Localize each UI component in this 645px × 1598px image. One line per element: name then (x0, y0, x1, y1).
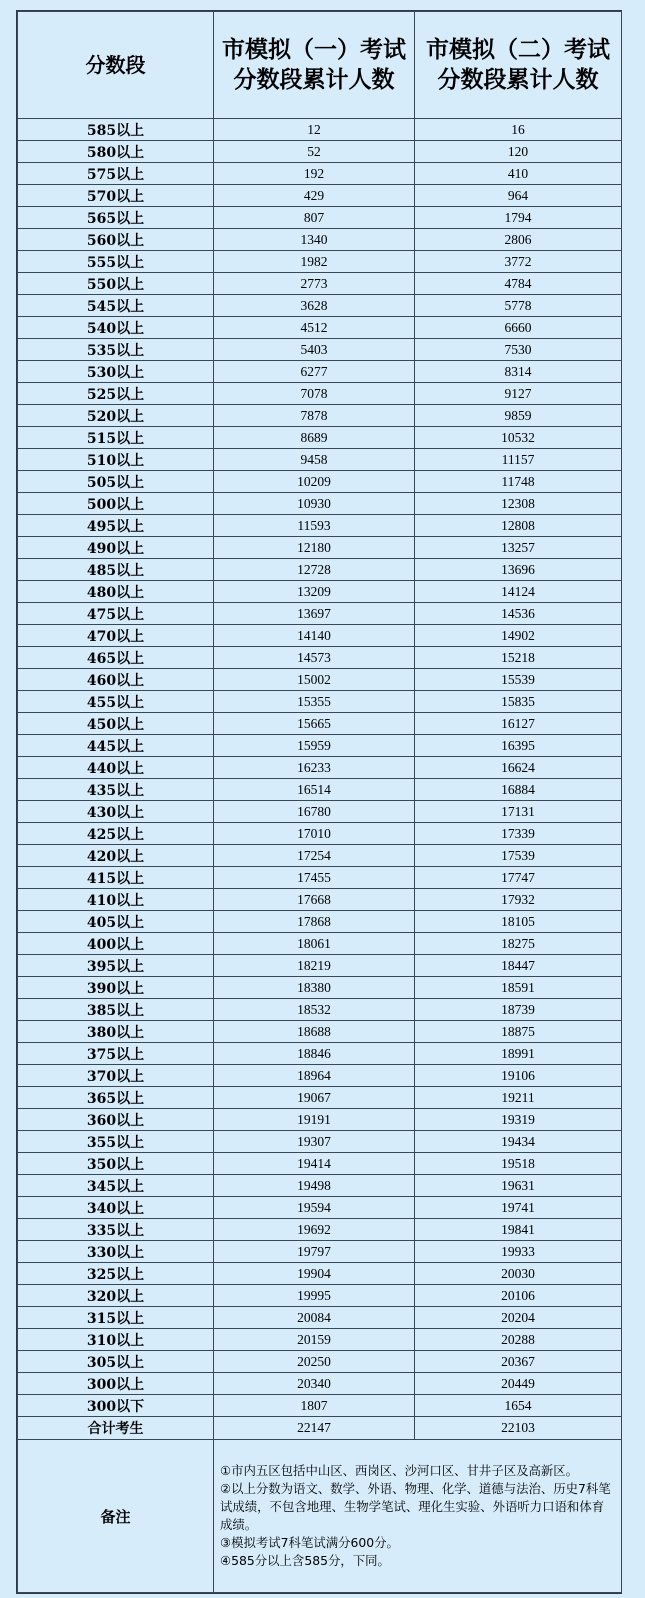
table-row (18, 1219, 622, 1241)
mock2-count-cell: 20106 (415, 1285, 622, 1307)
table-row (18, 845, 622, 867)
mock2-count-cell: 10532 (415, 427, 622, 449)
score-cell: 585以上 (18, 119, 214, 141)
mock2-count-cell: 16 (415, 119, 622, 141)
mock1-count-cell: 14140 (214, 625, 415, 647)
score-cell: 550以上 (18, 273, 214, 295)
table-row (18, 1307, 622, 1329)
table-row (18, 1373, 622, 1395)
mock2-count-cell: 15835 (415, 691, 622, 713)
score-cell: 485以上 (18, 559, 214, 581)
score-cell: 365以上 (18, 1087, 214, 1109)
table-row (18, 493, 622, 515)
score-cell: 490以上 (18, 537, 214, 559)
mock1-count-cell: 19692 (214, 1219, 415, 1241)
mock2-count-cell: 6660 (415, 317, 622, 339)
score-cell: 320以上 (18, 1285, 214, 1307)
table-row (18, 1329, 622, 1351)
score-cell: 560以上 (18, 229, 214, 251)
table-row (18, 713, 622, 735)
mock1-count-cell: 16780 (214, 801, 415, 823)
mock1-count-cell: 19307 (214, 1131, 415, 1153)
table-row (18, 1153, 622, 1175)
score-cell: 390以上 (18, 977, 214, 999)
table-row (18, 1043, 622, 1065)
mock1-count-cell: 16233 (214, 757, 415, 779)
score-cell: 400以上 (18, 933, 214, 955)
mock1-count-cell: 19067 (214, 1087, 415, 1109)
score-cell: 360以上 (18, 1109, 214, 1131)
mock2-count-cell: 15218 (415, 647, 622, 669)
score-cell: 355以上 (18, 1131, 214, 1153)
mock1-count-cell: 192 (214, 163, 415, 185)
mock2-count-cell: 20367 (415, 1351, 622, 1373)
mock1-count-cell: 17868 (214, 911, 415, 933)
table-row (18, 163, 622, 185)
score-cell: 565以上 (18, 207, 214, 229)
table-row (18, 977, 622, 999)
score-cell: 420以上 (18, 845, 214, 867)
table-row (18, 449, 622, 471)
table-row (18, 515, 622, 537)
score-cell: 335以上 (18, 1219, 214, 1241)
mock1-count-cell: 15355 (214, 691, 415, 713)
score-cell: 330以上 (18, 1241, 214, 1263)
mock1-count-cell: 1982 (214, 251, 415, 273)
score-cell: 535以上 (18, 339, 214, 361)
mock2-count-cell: 8314 (415, 361, 622, 383)
table-row (18, 1131, 622, 1153)
score-cell: 415以上 (18, 867, 214, 889)
table-row (18, 669, 622, 691)
mock1-count-cell: 19498 (214, 1175, 415, 1197)
mock2-count-cell: 19841 (415, 1219, 622, 1241)
score-cell: 380以上 (18, 1021, 214, 1043)
score-cell: 410以上 (18, 889, 214, 911)
mock1-count-cell: 429 (214, 185, 415, 207)
mock1-count-cell: 18964 (214, 1065, 415, 1087)
mock2-count-cell: 18875 (415, 1021, 622, 1043)
mock1-count-cell: 6277 (214, 361, 415, 383)
mock1-count-cell: 18846 (214, 1043, 415, 1065)
mock1-count-cell: 17254 (214, 845, 415, 867)
mock1-count-cell: 15959 (214, 735, 415, 757)
mock1-count-cell: 20340 (214, 1373, 415, 1395)
score-cell: 555以上 (18, 251, 214, 273)
score-cell: 570以上 (18, 185, 214, 207)
table-row (18, 119, 622, 141)
score-cell: 445以上 (18, 735, 214, 757)
mock1-count-cell: 17455 (214, 867, 415, 889)
mock1-count-cell: 1807 (214, 1395, 415, 1417)
mock2-count-cell: 13257 (415, 537, 622, 559)
table-row (18, 1109, 622, 1131)
mock2-count-cell: 17131 (415, 801, 622, 823)
note-line-2: ②以上分数为语文、数学、外语、物理、化学、道德与法治、历史7科笔试成绩，不包含地理、生物学笔试、理化生实验、外语听力口语和体育成绩。 (220, 1481, 611, 1532)
table-row (18, 1065, 622, 1087)
table-row (18, 1351, 622, 1373)
mock1-count-cell: 10930 (214, 493, 415, 515)
score-cell: 495以上 (18, 515, 214, 537)
notes-label: 备注 (18, 1440, 214, 1593)
mock1-count-cell: 4512 (214, 317, 415, 339)
score-cell: 525以上 (18, 383, 214, 405)
table-body (18, 119, 622, 1593)
score-cell: 505以上 (18, 471, 214, 493)
score-cell: 300以上 (18, 1373, 214, 1395)
mock1-count-cell: 52 (214, 141, 415, 163)
score-cell: 425以上 (18, 823, 214, 845)
mock2-count-cell: 14124 (415, 581, 622, 603)
mock2-count-cell: 9859 (415, 405, 622, 427)
mock2-count-cell: 20288 (415, 1329, 622, 1351)
mock1-count-cell: 14573 (214, 647, 415, 669)
table-row (18, 537, 622, 559)
score-cell: 375以上 (18, 1043, 214, 1065)
mock1-count-cell: 2773 (214, 273, 415, 295)
table-row (18, 735, 622, 757)
mock2-count-cell: 20449 (415, 1373, 622, 1395)
table-row (18, 1395, 622, 1417)
table-row (18, 229, 622, 251)
table-row (18, 207, 622, 229)
score-cell: 580以上 (18, 141, 214, 163)
mock2-count-cell: 4784 (415, 273, 622, 295)
mock2-count-cell: 17932 (415, 889, 622, 911)
mock1-count-cell: 3628 (214, 295, 415, 317)
table-row (18, 405, 622, 427)
mock1-count-cell: 18380 (214, 977, 415, 999)
mock2-count-cell: 17747 (415, 867, 622, 889)
table-row (18, 427, 622, 449)
mock2-count-cell: 15539 (415, 669, 622, 691)
mock1-count-cell: 18061 (214, 933, 415, 955)
note-line-1: ①市内五区包括中山区、西岗区、沙河口区、甘井子区及高新区。 (220, 1463, 579, 1478)
mock2-count-cell: 19319 (415, 1109, 622, 1131)
mock2-count-cell: 12808 (415, 515, 622, 537)
mock2-count-cell: 1654 (415, 1395, 622, 1417)
table-row (18, 691, 622, 713)
table-row (18, 383, 622, 405)
score-cell: 510以上 (18, 449, 214, 471)
mock2-count-cell: 16395 (415, 735, 622, 757)
table-row (18, 559, 622, 581)
mock2-count-cell: 19106 (415, 1065, 622, 1087)
mock2-count-cell: 18447 (415, 955, 622, 977)
mock1-count-cell: 13209 (214, 581, 415, 603)
header-mock-exam-1: 市模拟（一）考试分数段累计人数 (214, 12, 415, 119)
mock2-count-cell: 18991 (415, 1043, 622, 1065)
table-row (18, 823, 622, 845)
mock2-count-cell: 18105 (415, 911, 622, 933)
mock2-count-cell: 17539 (415, 845, 622, 867)
mock2-count-cell: 14902 (415, 625, 622, 647)
table-row (18, 1087, 622, 1109)
score-cell: 545以上 (18, 295, 214, 317)
mock1-count-cell: 13697 (214, 603, 415, 625)
score-cell: 500以上 (18, 493, 214, 515)
mock2-count-cell: 9127 (415, 383, 622, 405)
table-row (18, 779, 622, 801)
score-cell: 520以上 (18, 405, 214, 427)
table-row (18, 251, 622, 273)
mock1-count-cell: 7878 (214, 405, 415, 427)
table-row (18, 317, 622, 339)
table-row (18, 1021, 622, 1043)
mock1-count-cell: 9458 (214, 449, 415, 471)
mock2-count-cell: 20030 (415, 1263, 622, 1285)
total-label: 合计考生 (18, 1417, 214, 1440)
table-row (18, 867, 622, 889)
mock2-count-cell: 5778 (415, 295, 622, 317)
table-row (18, 603, 622, 625)
score-cell: 315以上 (18, 1307, 214, 1329)
mock1-count-cell: 18219 (214, 955, 415, 977)
score-cell: 385以上 (18, 999, 214, 1021)
score-cell: 460以上 (18, 669, 214, 691)
total-row (18, 1417, 622, 1440)
mock2-count-cell: 16127 (415, 713, 622, 735)
mock2-count-cell: 120 (415, 141, 622, 163)
score-cell: 325以上 (18, 1263, 214, 1285)
mock1-count-cell: 12180 (214, 537, 415, 559)
mock1-count-cell: 19797 (214, 1241, 415, 1263)
mock1-count-cell: 20250 (214, 1351, 415, 1373)
mock2-count-cell: 3772 (415, 251, 622, 273)
mock2-count-cell: 410 (415, 163, 622, 185)
table-row (18, 647, 622, 669)
score-cell: 465以上 (18, 647, 214, 669)
mock2-count-cell: 16624 (415, 757, 622, 779)
mock2-count-cell: 1794 (415, 207, 622, 229)
mock2-count-cell: 14536 (415, 603, 622, 625)
table-row (18, 1285, 622, 1307)
mock2-count-cell: 2806 (415, 229, 622, 251)
mock1-count-cell: 12728 (214, 559, 415, 581)
mock2-count-cell: 13696 (415, 559, 622, 581)
mock1-count-cell: 15665 (214, 713, 415, 735)
notes-content (214, 1440, 622, 1593)
mock1-count-cell: 15002 (214, 669, 415, 691)
score-table-container (16, 10, 622, 1594)
table-row (18, 801, 622, 823)
mock2-count-cell: 19933 (415, 1241, 622, 1263)
mock1-count-cell: 11593 (214, 515, 415, 537)
score-cell: 540以上 (18, 317, 214, 339)
mock1-count-cell: 5403 (214, 339, 415, 361)
mock1-count-cell: 18688 (214, 1021, 415, 1043)
mock1-count-cell: 18532 (214, 999, 415, 1021)
score-cell: 515以上 (18, 427, 214, 449)
table-row (18, 295, 622, 317)
mock1-count-cell: 20084 (214, 1307, 415, 1329)
mock2-count-cell: 12308 (415, 493, 622, 515)
mock1-count-cell: 19995 (214, 1285, 415, 1307)
mock2-count-cell: 7530 (415, 339, 622, 361)
table-row (18, 1175, 622, 1197)
mock1-count-cell: 17668 (214, 889, 415, 911)
score-cell: 305以上 (18, 1351, 214, 1373)
score-cell: 370以上 (18, 1065, 214, 1087)
score-cell: 575以上 (18, 163, 214, 185)
table-row (18, 757, 622, 779)
mock1-count-cell: 10209 (214, 471, 415, 493)
mock2-count-cell: 17339 (415, 823, 622, 845)
mock2-count-cell: 19741 (415, 1197, 622, 1219)
table-row (18, 339, 622, 361)
score-cell: 435以上 (18, 779, 214, 801)
table-row (18, 273, 622, 295)
table-row (18, 581, 622, 603)
mock1-count-cell: 8689 (214, 427, 415, 449)
mock1-count-cell: 807 (214, 207, 415, 229)
mock2-count-cell: 18275 (415, 933, 622, 955)
mock2-count-cell: 18739 (415, 999, 622, 1021)
mock1-count-cell: 19594 (214, 1197, 415, 1219)
mock1-count-cell: 1340 (214, 229, 415, 251)
mock2-count-cell: 11748 (415, 471, 622, 493)
table-row (18, 999, 622, 1021)
table-row (18, 955, 622, 977)
table-row (18, 141, 622, 163)
score-cell: 480以上 (18, 581, 214, 603)
mock1-count-cell: 17010 (214, 823, 415, 845)
mock1-count-cell: 19191 (214, 1109, 415, 1131)
mock2-count-cell: 19518 (415, 1153, 622, 1175)
note-line-4: ④585分以上含585分，下同。 (220, 1553, 390, 1568)
mock1-count-cell: 19904 (214, 1263, 415, 1285)
mock2-count-cell: 20204 (415, 1307, 622, 1329)
score-cell: 395以上 (18, 955, 214, 977)
mock2-count-cell: 18591 (415, 977, 622, 999)
total-mock1: 22147 (214, 1417, 415, 1440)
table-row (18, 1241, 622, 1263)
table-row (18, 1263, 622, 1285)
score-cell: 300以下 (18, 1395, 214, 1417)
header-mock-exam-2: 市模拟（二）考试分数段累计人数 (415, 12, 622, 119)
total-mock2: 22103 (415, 1417, 622, 1440)
score-distribution-table (17, 11, 622, 1593)
mock1-count-cell: 7078 (214, 383, 415, 405)
mock2-count-cell: 16884 (415, 779, 622, 801)
table-row (18, 471, 622, 493)
score-cell: 475以上 (18, 603, 214, 625)
score-cell: 470以上 (18, 625, 214, 647)
mock2-count-cell: 964 (415, 185, 622, 207)
table-row (18, 185, 622, 207)
score-cell: 455以上 (18, 691, 214, 713)
mock2-count-cell: 19631 (415, 1175, 622, 1197)
score-cell: 340以上 (18, 1197, 214, 1219)
mock1-count-cell: 12 (214, 119, 415, 141)
table-header-row (18, 12, 622, 119)
score-cell: 440以上 (18, 757, 214, 779)
table-row (18, 933, 622, 955)
mock2-count-cell: 11157 (415, 449, 622, 471)
mock2-count-cell: 19211 (415, 1087, 622, 1109)
notes-row (18, 1440, 622, 1593)
mock1-count-cell: 16514 (214, 779, 415, 801)
mock1-count-cell: 20159 (214, 1329, 415, 1351)
mock1-count-cell: 19414 (214, 1153, 415, 1175)
score-cell: 345以上 (18, 1175, 214, 1197)
note-line-3: ③模拟考试7科笔试满分600分。 (220, 1535, 399, 1550)
score-cell: 405以上 (18, 911, 214, 933)
score-cell: 450以上 (18, 713, 214, 735)
table-row (18, 361, 622, 383)
table-row (18, 911, 622, 933)
table-row (18, 625, 622, 647)
header-score-range: 分数段 (18, 12, 214, 119)
mock2-count-cell: 19434 (415, 1131, 622, 1153)
score-cell: 310以上 (18, 1329, 214, 1351)
score-cell: 530以上 (18, 361, 214, 383)
score-cell: 350以上 (18, 1153, 214, 1175)
table-row (18, 889, 622, 911)
score-cell: 430以上 (18, 801, 214, 823)
table-row (18, 1197, 622, 1219)
